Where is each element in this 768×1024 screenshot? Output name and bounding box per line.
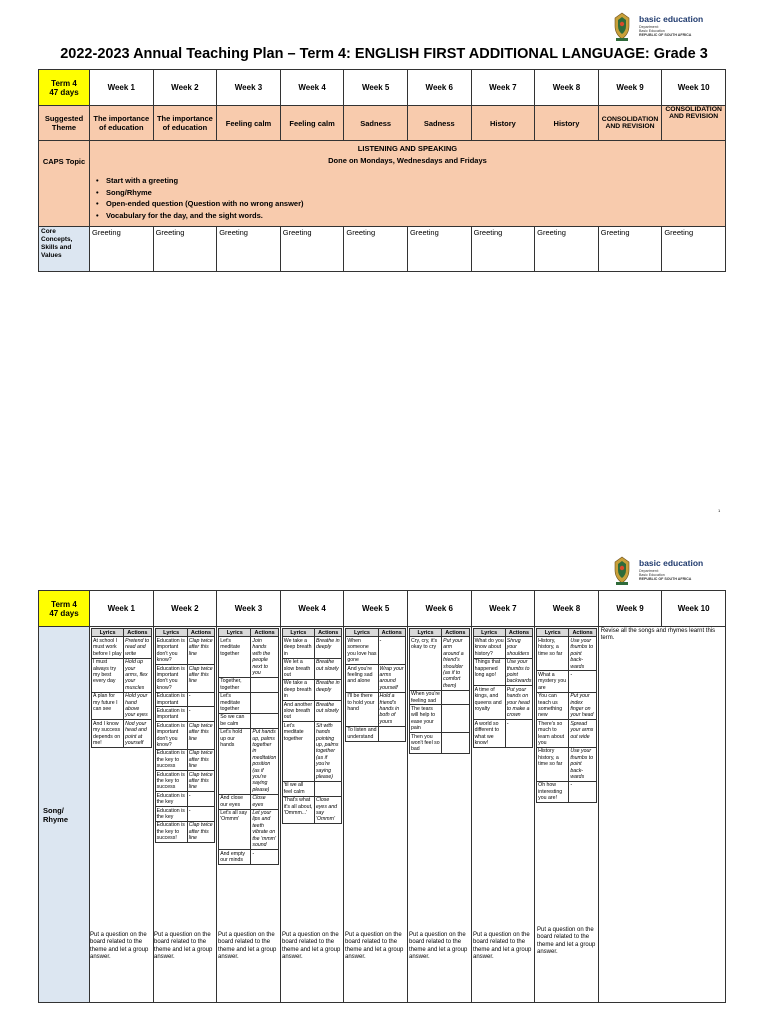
song-line-row — [219, 794, 279, 809]
lyric-cell: Education is the key — [155, 807, 187, 822]
action-cell: Shrug your shoulders — [505, 637, 532, 658]
song-line-row — [346, 637, 406, 665]
lyric-cell: What a mystery you are — [537, 671, 569, 692]
lyric-cell: When you're feeling sad — [410, 691, 440, 704]
action-cell — [442, 705, 469, 733]
action-cell: - — [187, 692, 214, 707]
theme-cell: Sadness — [407, 106, 471, 141]
greeting-cell: Greeting — [471, 227, 535, 272]
action-cell: - — [251, 850, 278, 865]
actions-header: Actions — [251, 629, 278, 637]
lyric-cell: A time of kings, and queens and royalty — [473, 686, 505, 720]
greeting-cell: Greeting — [90, 227, 154, 272]
lyrics-header: Lyrics — [409, 629, 441, 637]
song-line-row — [92, 637, 152, 658]
greeting-cell: Greeting — [535, 227, 599, 272]
lyric-cell: A world so different to what we know! — [473, 720, 505, 748]
actions-header: Actions — [378, 629, 405, 637]
lyric-cell: When someone you love has gone — [347, 637, 377, 664]
lyric-cell: I'll be there to hold your hand — [346, 692, 378, 726]
greeting-cell: Greeting — [598, 227, 662, 272]
song-line-row — [92, 658, 152, 692]
lyric-cell: And close our eyes — [219, 794, 251, 809]
theme-cell: History — [471, 106, 535, 141]
lyric-cell: Cry, cry, it's okay to cry — [409, 637, 441, 690]
song-line-row — [155, 807, 215, 822]
song-line-row — [473, 658, 533, 686]
song-table — [91, 628, 152, 748]
song-line-row — [155, 707, 215, 722]
week-header: Week 10 — [662, 70, 726, 106]
song-table — [218, 628, 279, 865]
lyric-cell: History history, a time so far — [537, 747, 569, 781]
department-logo — [612, 556, 704, 588]
actions-header: Actions — [314, 629, 341, 637]
action-cell: - — [187, 792, 214, 807]
lyric-cell: And empty our minds — [219, 850, 251, 865]
song-line-row — [219, 692, 279, 713]
action-cell: Clap twice after this line — [188, 750, 213, 770]
song-line-row — [155, 771, 215, 792]
song-table-header — [155, 629, 215, 637]
action-cell: Clap twice after this line — [188, 822, 213, 842]
term-label: Term 4 — [51, 599, 77, 609]
lyric-cell: Education is the key — [155, 792, 187, 807]
action-cell: Put your hands on your head to make a crown — [505, 686, 532, 720]
lyric-cell: And another slow breath out — [282, 701, 314, 722]
theme-row — [39, 106, 726, 141]
question-text: Put a question on the board related to the theme and let a group answer. — [90, 932, 149, 961]
department-logo — [612, 12, 704, 44]
theme-cell: The importance of education — [153, 106, 217, 141]
action-cell: Wrap your arms around yourself — [379, 665, 404, 691]
lyric-cell: We let a slow breath out — [282, 658, 314, 679]
week-header: Week 2 — [153, 70, 217, 106]
lyric-cell: At school I must work before I play — [92, 637, 124, 658]
theme-cell: Sadness — [344, 106, 408, 141]
action-cell — [314, 781, 341, 796]
action-cell: Put your index finger on your head — [569, 692, 596, 720]
week-header: Week 7 — [471, 70, 535, 106]
week-header: Week 9 — [598, 591, 662, 627]
lyric-cell: Education is the key to success! — [155, 821, 187, 842]
lyric-cell: There's so much to learn about you — [537, 720, 569, 748]
week-header: Week 1 — [90, 70, 154, 106]
lyric-cell: Things that happened long ago! — [473, 658, 505, 686]
lyrics-header: Lyrics — [92, 629, 124, 637]
song-line-row — [219, 713, 279, 728]
lyric-cell: We take a deep breath in — [282, 637, 314, 658]
song-line-row — [282, 796, 342, 824]
term-days: 47 days — [49, 608, 79, 618]
lyric-cell: Education is important — [155, 707, 187, 722]
song-line-row — [92, 720, 152, 748]
action-cell: Use your thumbs to point backwards — [506, 659, 532, 685]
song-table-header — [282, 629, 342, 637]
lyric-cell: To listen and understand — [347, 727, 377, 740]
action-cell: Breathe out slowly — [314, 701, 341, 722]
lyrics-header: Lyrics — [346, 629, 378, 637]
greeting-cell: Greeting — [407, 227, 471, 272]
action-cell: - — [187, 707, 214, 722]
lyrics-header: Lyrics — [155, 629, 187, 637]
song-line-row — [537, 720, 597, 748]
week-header: Week 9 — [598, 70, 662, 106]
week-header: Week 4 — [280, 591, 344, 627]
lyric-cell: Education is important don't you know? — [155, 637, 187, 665]
song-line-row — [537, 747, 597, 781]
caps-subheading: Done on Mondays, Wednesdays and Fridays — [328, 156, 487, 165]
song-table — [473, 628, 534, 748]
caps-list — [96, 175, 719, 221]
action-cell: Use your thumbs to point back-wards — [569, 637, 596, 671]
song-line-row — [473, 686, 533, 720]
lyrics-header: Lyrics — [473, 629, 505, 637]
lyric-cell: Let's all say 'Ommm' — [219, 809, 251, 849]
question-text: Put a question on the board related to the theme and let a group answer. — [282, 932, 341, 961]
action-cell: Spread your arms out wide — [569, 720, 596, 748]
action-cell: Close eyes — [251, 794, 278, 809]
song-line-row — [219, 809, 279, 849]
question-text: Put a question on the board related to the theme and let a group answer. — [537, 927, 596, 956]
term-cell — [39, 70, 90, 106]
song-line-row — [219, 637, 279, 677]
coat-of-arms-icon — [612, 556, 632, 586]
theme-cell: Feeling calm — [217, 106, 281, 141]
action-cell: Breathe in deeply — [314, 637, 341, 658]
week-header: Week 8 — [535, 70, 599, 106]
caps-item: • Song/Rhyme — [96, 187, 719, 199]
song-line-row — [409, 637, 469, 690]
song-line-row — [155, 637, 215, 665]
week-header: Week 8 — [535, 591, 599, 627]
song-line-row — [346, 692, 406, 726]
lyric-cell: And I know my success depends on me! — [92, 720, 124, 748]
core-label: Core Concepts, Skills and Values — [39, 227, 90, 272]
week-header-row — [39, 70, 726, 106]
song-line-row — [346, 665, 406, 693]
song-line-row — [537, 692, 597, 720]
action-cell: Clap twice after this line — [188, 771, 213, 791]
song-line-row — [219, 728, 279, 794]
action-cell: Join hands with the people next to you — [251, 637, 278, 677]
action-cell — [251, 692, 278, 713]
page-two — [0, 548, 768, 1024]
lyric-cell: Education is the key to success — [155, 771, 187, 792]
actions-header: Actions — [505, 629, 532, 637]
question-text: Put a question on the board related to the theme and let a group answer. — [345, 932, 404, 961]
action-cell: - — [505, 720, 532, 748]
lyric-cell: So we can be calm — [219, 713, 251, 728]
action-cell: - — [569, 781, 596, 802]
revise-cell: Revise all the songs and rhymes learnt this term. — [598, 627, 725, 1003]
theme-cell: Feeling calm — [280, 106, 344, 141]
week-header: Week 7 — [471, 591, 535, 627]
logo-line-1: Department: — [639, 569, 659, 573]
lyric-cell: Oh how interesting you are! — [537, 781, 569, 802]
song-line-row — [537, 637, 597, 671]
question-text: Put a question on the board related to the theme and let a group answer. — [218, 932, 277, 961]
greeting-cell: Greeting — [153, 227, 217, 272]
caps-item: • Vocabulary for the day, and the sight words. — [96, 210, 719, 222]
week-header: Week 4 — [280, 70, 344, 106]
core-concepts-row — [39, 227, 726, 272]
actions-header: Actions — [124, 629, 151, 637]
lyric-cell: Then you won't feel so bad — [410, 733, 440, 753]
song-table-header — [346, 629, 406, 637]
theme-label: Suggested Theme — [39, 106, 90, 141]
action-cell: Clap twice after this line — [187, 665, 214, 693]
song-line-row — [155, 722, 215, 750]
action-cell: Nod your head and point at yourself — [124, 720, 151, 748]
week-header: Week 5 — [344, 70, 408, 106]
action-cell — [251, 677, 278, 692]
week-header: Week 5 — [344, 591, 408, 627]
song-table-header — [219, 629, 279, 637]
song-line-row — [155, 749, 215, 770]
action-cell: Sit with hands pointing up, palms together (as if you're saying please) — [314, 722, 341, 782]
song-line-row — [537, 671, 597, 692]
action-cell — [442, 733, 469, 754]
logo-line-2: Basic Education — [639, 573, 665, 577]
theme-cell: The importance of education — [90, 106, 154, 141]
song-table-header — [92, 629, 152, 637]
action-cell: Put hands up, palms together in meditation position (as if you're saying please) — [252, 729, 277, 793]
logo-line-2: Basic Education — [639, 29, 665, 33]
week-header: Week 6 — [407, 70, 471, 106]
song-line-row — [282, 722, 342, 782]
plan-table-page-1 — [38, 69, 726, 272]
question-strip — [89, 927, 599, 1000]
lyric-cell: History, history, a time so far — [537, 637, 569, 671]
actions-header: Actions — [442, 629, 469, 637]
document-title: 2022-2023 Annual Teaching Plan – Term 4: ENGLISH FIRST ADDITIONAL LANGUAGE: Grade 3 — [60, 46, 708, 62]
lyric-cell: Education is important don't you know? — [155, 722, 187, 750]
lyric-cell: Let's meditate together — [219, 692, 251, 713]
week-header-row — [39, 591, 726, 627]
action-cell — [442, 690, 469, 705]
action-cell: Pretend to read and write — [125, 637, 150, 657]
greeting-cell: Greeting — [217, 227, 281, 272]
theme-cell: CONSOLIDATION AND REVISION — [662, 106, 726, 141]
lyric-cell: I must always try my best every day — [92, 658, 124, 692]
song-table — [155, 628, 216, 843]
action-cell — [251, 713, 278, 728]
lyric-cell: Education is important — [155, 692, 187, 707]
lyric-cell: A plan for my future I can see — [92, 692, 124, 720]
song-table — [536, 628, 597, 803]
song-line-row — [473, 720, 533, 748]
logo-line-3: REPUBLIC OF SOUTH AFRICA — [639, 577, 692, 581]
theme-cell: CONSOLIDATION AND REVISION — [598, 106, 662, 141]
caps-content — [90, 141, 726, 227]
action-cell: Clap twice after this line — [187, 722, 214, 750]
song-table-header — [473, 629, 533, 637]
actions-header: Actions — [569, 629, 596, 637]
song-line-row — [282, 701, 342, 722]
action-cell — [378, 726, 405, 741]
question-text: Put a question on the board related to the theme and let a group answer. — [409, 932, 468, 961]
logo-line-3: REPUBLIC OF SOUTH AFRICA — [639, 33, 692, 37]
greeting-cell: Greeting — [344, 227, 408, 272]
action-cell: - — [378, 637, 405, 665]
song-rhyme-label: Song/ Rhyme — [39, 627, 90, 1003]
week-header: Week 2 — [153, 591, 217, 627]
term-days: 47 days — [49, 87, 79, 97]
question-text: Put a question on the board related to the theme and let a group answer. — [154, 932, 213, 961]
caps-item: • Open-ended question (Question with no wrong answer) — [96, 198, 719, 210]
lyrics-header: Lyrics — [537, 629, 569, 637]
term-cell — [39, 591, 90, 627]
song-line-row — [282, 637, 342, 658]
lyrics-header: Lyrics — [282, 629, 314, 637]
lyrics-header: Lyrics — [219, 629, 251, 637]
lyric-cell: Let's hold up our hands — [219, 728, 251, 794]
lyric-cell: And you're feeling sad and alone — [346, 665, 378, 693]
song-line-row — [219, 677, 279, 692]
song-line-row — [282, 781, 342, 796]
lyric-cell: 'til we all feel calm — [282, 781, 314, 796]
song-line-row — [92, 692, 152, 720]
term-label: Term 4 — [51, 78, 77, 88]
lyric-cell: Let's meditate together — [219, 637, 251, 677]
action-cell: Put your arm around a friend's shoulder (as if to comfort them) — [442, 637, 469, 690]
song-line-row — [282, 679, 342, 700]
song-table — [282, 628, 343, 824]
caps-item: • Start with a greeting — [96, 175, 719, 187]
song-table — [345, 628, 406, 742]
action-cell: Let your lips and teeth vibrate on the 'mmm' sound — [251, 809, 278, 849]
song-line-row — [155, 821, 215, 842]
week-header: Week 6 — [407, 591, 471, 627]
logo-brand: basic education — [639, 558, 704, 568]
question-text: Put a question on the board related to the theme and let a group answer. — [473, 932, 532, 961]
caps-row — [39, 141, 726, 227]
action-cell: - — [569, 671, 596, 692]
week-header: Week 3 — [217, 591, 281, 627]
song-table — [409, 628, 470, 754]
lyric-cell: The tears will help to ease your pain — [409, 705, 441, 733]
action-cell: Hold up your arms, flex your muscles — [124, 658, 151, 692]
caps-heading: LISTENING AND SPEAKING — [357, 144, 458, 153]
action-cell: Breathe out slowly — [314, 658, 341, 679]
lyric-cell: Education is important don't you know? — [155, 665, 187, 693]
action-cell: Hold a friend's hands in both of yours — [378, 692, 405, 726]
week-header: Week 1 — [90, 591, 154, 627]
action-cell: Hold your hand above your eyes — [124, 692, 151, 720]
caps-label: CAPS Topic — [39, 141, 90, 227]
action-cell: - — [187, 807, 214, 822]
song-line-row — [155, 665, 215, 693]
theme-cell: History — [535, 106, 599, 141]
song-line-row — [155, 692, 215, 707]
song-line-row — [155, 792, 215, 807]
song-line-row — [409, 705, 469, 733]
week-header: Week 10 — [662, 591, 726, 627]
logo-line-1: Department: — [639, 25, 659, 29]
actions-header: Actions — [187, 629, 214, 637]
song-line-row — [346, 726, 406, 741]
lyric-cell: That's what it's all about, 'Ommm...' — [282, 796, 314, 824]
lyric-cell: Let's meditate together — [282, 722, 314, 782]
song-line-row — [282, 658, 342, 679]
action-cell: Close eyes and say 'Ommm' — [314, 796, 341, 824]
lyric-cell: Together, together — [219, 677, 251, 692]
week-header: Week 3 — [217, 70, 281, 106]
logo-brand: basic education — [639, 14, 704, 24]
page-number: 1 — [718, 508, 721, 513]
greeting-cell: Greeting — [280, 227, 344, 272]
song-line-row — [537, 781, 597, 802]
song-table-header — [537, 629, 597, 637]
lyric-cell: You can teach us something new — [537, 692, 569, 720]
song-line-row — [473, 637, 533, 658]
lyric-cell: Education is the key to success — [155, 749, 187, 770]
lyric-cell: What do you know about history? — [474, 637, 504, 657]
coat-of-arms-icon — [612, 12, 632, 42]
greeting-cell: Greeting — [662, 227, 726, 272]
action-cell: Clap twice after this line — [187, 637, 214, 665]
song-line-row — [409, 733, 469, 754]
song-line-row — [409, 690, 469, 705]
song-line-row — [219, 850, 279, 865]
song-table-header — [409, 629, 469, 637]
lyric-cell: We take a deep breath in — [282, 679, 314, 700]
action-cell: Use your thumbs to point back-wards — [569, 747, 596, 781]
action-cell: Breathe in deeply — [314, 679, 341, 700]
